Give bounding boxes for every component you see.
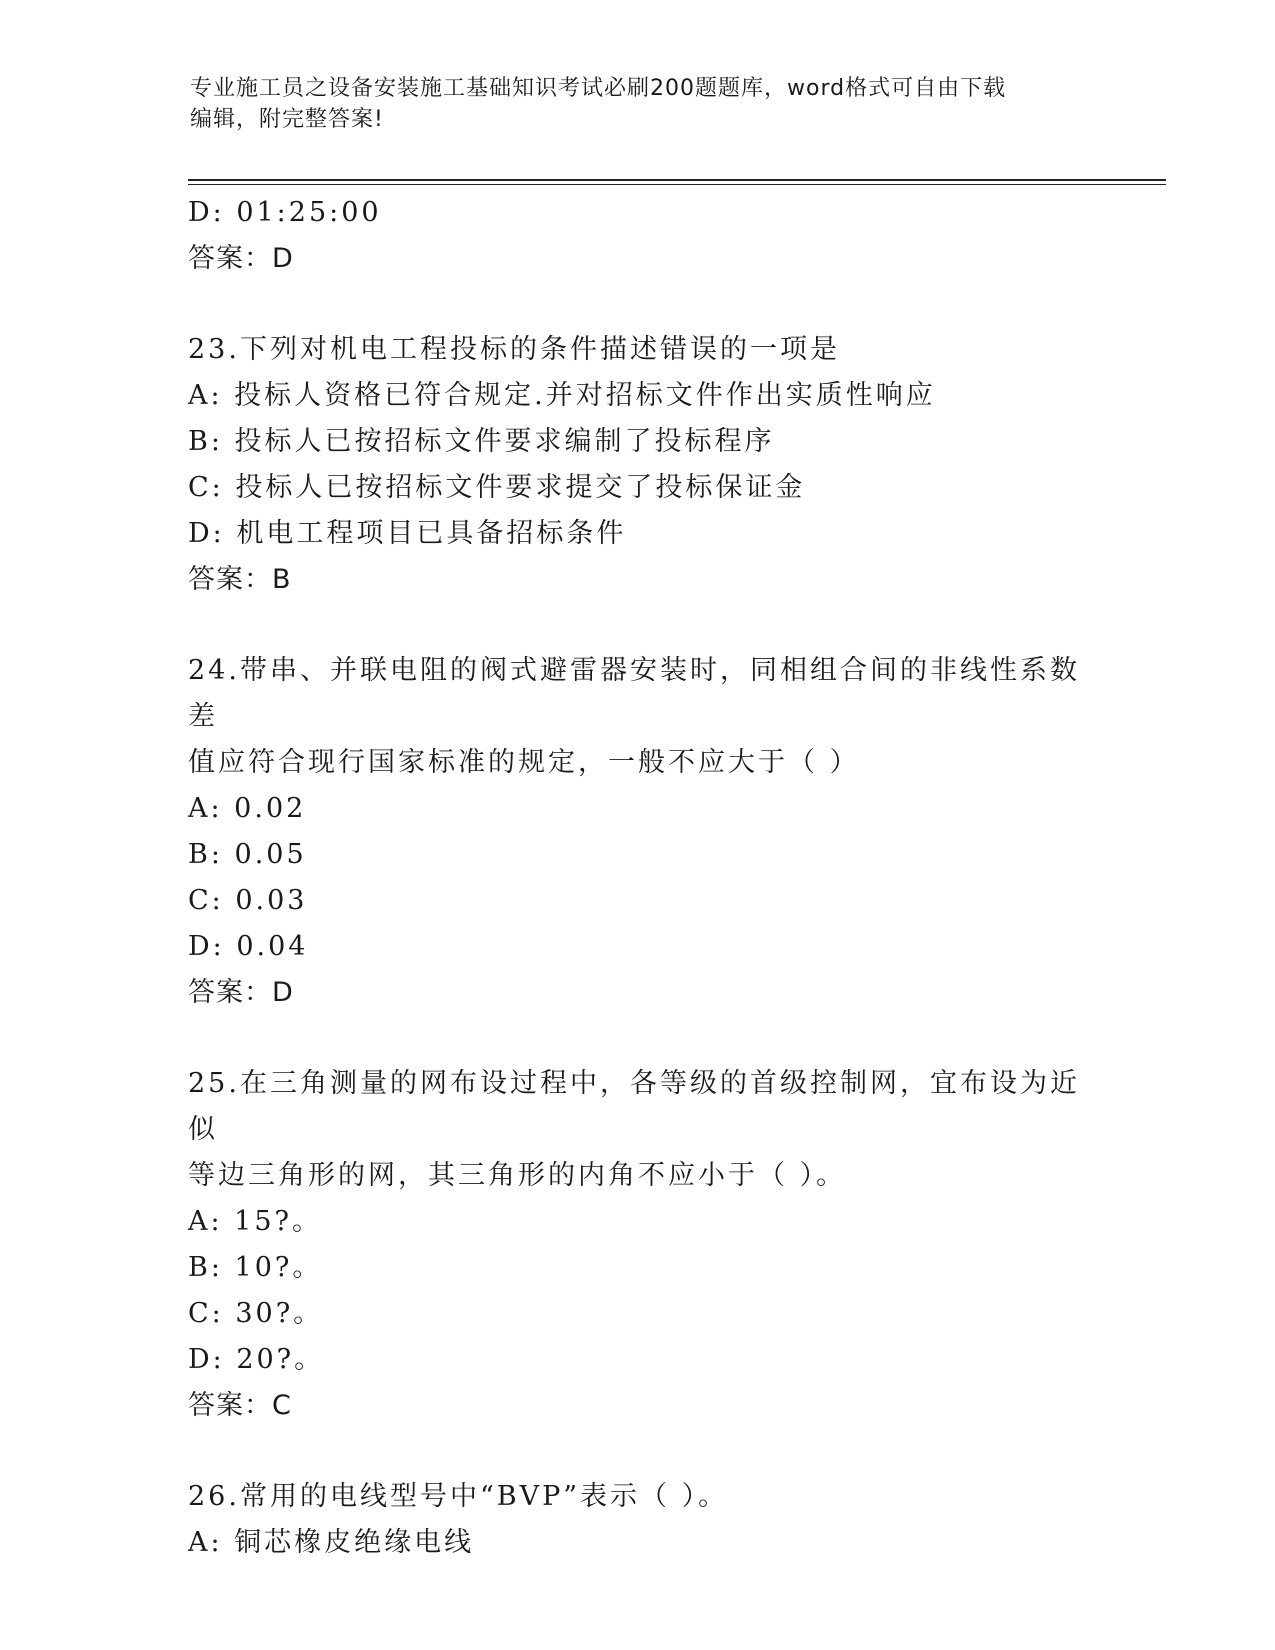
option-b: B: 0.05 <box>188 839 307 870</box>
header-rule-thin <box>188 184 1166 185</box>
option-c: C: 0.03 <box>188 885 308 916</box>
option-d: D: 01:25:00 <box>188 197 382 228</box>
option-a: A: 0.02 <box>188 793 307 824</box>
option-d: D: 20?。 <box>188 1344 325 1375</box>
question-stem-line-2: 等边三角形的网，其三角形的内角不应小于（ ）。 <box>188 1160 847 1191</box>
answer-line: 答案：C <box>188 1390 292 1421</box>
question-stem-line-1: 24.带串、并联电阻的阀式避雷器安装时，同相组合间的非线性系数差 <box>188 655 1080 732</box>
question-23 <box>188 327 1088 603</box>
answer-line: 答案：B <box>188 564 292 595</box>
option-a: A: 投标人资格已符合规定.并对招标文件作出实质性响应 <box>188 380 936 411</box>
header-line-2: 编辑，附完整答案! <box>190 107 384 132</box>
option-c: C: 30?。 <box>188 1298 324 1329</box>
spacer <box>188 603 1088 648</box>
document-body <box>188 190 1088 1566</box>
question-22-tail <box>188 190 1088 282</box>
question-stem-line-1: 25.在三角测量的网布设过程中，各等级的首级控制网，宜布设为近似 <box>188 1068 1080 1145</box>
question-25 <box>188 1061 1088 1429</box>
option-b: B: 投标人已按招标文件要求编制了投标程序 <box>188 426 775 457</box>
question-stem-line-2: 值应符合现行国家标准的规定，一般不应大于（ ） <box>188 747 860 778</box>
spacer <box>188 1016 1088 1061</box>
spacer <box>188 1429 1088 1474</box>
option-a: A: 15?。 <box>188 1206 323 1237</box>
question-stem: 26.常用的电线型号中“BVP”表示（ ）。 <box>188 1481 729 1512</box>
question-26 <box>188 1474 1088 1566</box>
header-rule-thick <box>188 179 1166 181</box>
answer-line: 答案：D <box>188 977 294 1008</box>
question-stem: 23.下列对机电工程投标的条件描述错误的一项是 <box>188 334 840 365</box>
answer-line: 答案：D <box>188 243 294 274</box>
option-b: B: 10?。 <box>188 1252 323 1283</box>
option-d: D: 0.04 <box>188 931 309 962</box>
question-24 <box>188 648 1088 1016</box>
option-a: A: 铜芯橡皮绝缘电线 <box>188 1527 475 1558</box>
option-c: C: 投标人已按招标文件要求提交了投标保证金 <box>188 472 806 503</box>
spacer <box>188 282 1088 327</box>
option-d: D: 机电工程项目已具备招标条件 <box>188 518 627 549</box>
document-header <box>190 73 1090 135</box>
header-line-1: 专业施工员之设备安装施工基础知识考试必刷200题题库，word格式可自由下载 <box>190 76 1007 101</box>
